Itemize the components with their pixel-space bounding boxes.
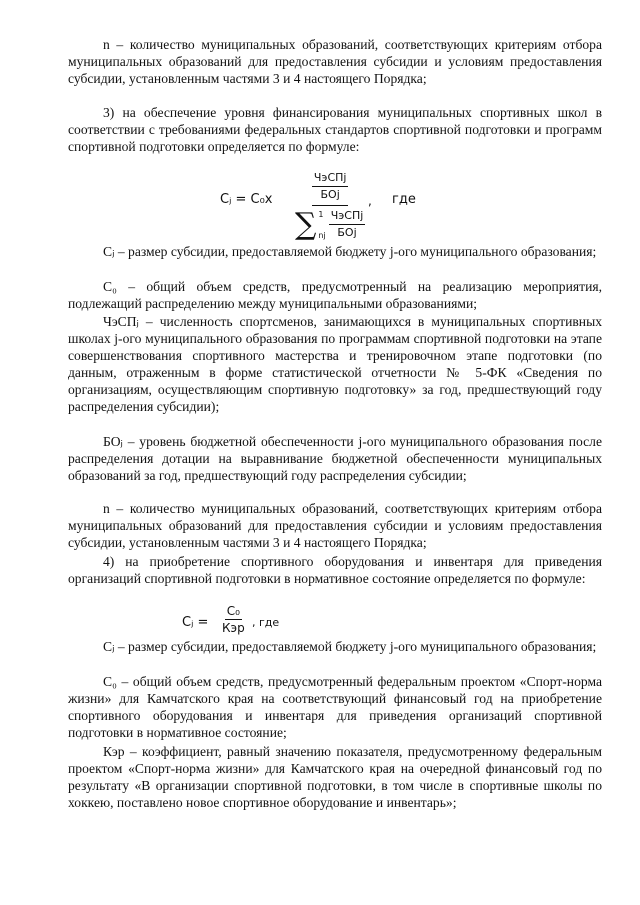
formula1-main-fraction: [295, 170, 365, 241]
paragraph-ker-definition: Кэр – коэффициент, равный значению показателя, предусмотренному федеральным проектом «Спорт-норма жизни» для Камчатского края на очередной финансовый год по результату «В организации спортивной подготовки, в том числе в спортивные школы по хоккею, поставлено новое спортивное оборудование и инвентарь»;: [68, 744, 602, 810]
paragraph-n-definition: n – количество муниципальных образований, соответствующих критериям отбора муниципальных образований для предоставления субсидии и условиям предоставления субсидии, установленным частями 3 и 4 настоящего Порядка;: [68, 37, 602, 86]
formula-subsidy-equipment: [182, 603, 302, 643]
paragraph-n-definition-2: n – количество муниципальных образований, соответствующих критериям отбора муниципальных образований для предоставления субсидии и условиям предоставления субсидии, установленным частями 3 и 4 настоящего Порядка;: [68, 501, 602, 550]
formula1-denominator: [295, 208, 365, 241]
formula1-sum-limit-bottom: nj: [318, 230, 326, 240]
formula1-denominator-top: ЧэСПj: [329, 208, 366, 225]
formula-subsidy-sports-schools: [220, 170, 460, 240]
paragraph-cj-definition-1: Cⱼ – размер субсидии, предоставляемой бюджету j-ого муниципального образования;: [103, 244, 597, 259]
paragraph-c0-definition-2: C₀ – общий объем средств, предусмотренный федеральным проектом «Спорт-норма жизни» для Камчатского края на соответствующий финансовый год на приобретение спортивного оборудования и инвентаря для приведения организаций спортивной подготовки в нормативное состояние;: [68, 674, 602, 740]
formula1-denominator-bottom: БОj: [337, 226, 357, 239]
formula1-where: где: [392, 192, 416, 207]
formula2-lhs: Cⱼ =: [182, 615, 209, 630]
formula1-comma: ,: [368, 194, 372, 208]
formula1-lhs: Cⱼ = C₀x: [220, 192, 273, 207]
paragraph-chesp-definition: ЧэСПⱼ – численность спортсменов, занимающихся в муниципальных спортивных школах j-ого муниципального образования по программам спортивной подготовки на этапе совершенствования спортивного мастерства и тренировочном этапе подготовки (по данным, отраженным в форме статистической отчетности № 5-ФК «Сведения по организациям, осуществляющим спортивную подготовку» за год, предшествующий году распределения субсидии);: [68, 314, 602, 414]
formula1-numerator: [312, 170, 349, 206]
formula1-sum-limits: [318, 210, 325, 240]
paragraph-boj-definition: БОⱼ – уровень бюджетной обеспеченности j-ого муниципального образования после распределения дотации на выравнивание бюджетной обеспеченности муниципальных образований за год, предшествующий году распределения субсидии;: [68, 434, 602, 483]
formula1-sum: [295, 206, 317, 242]
formula1-sum-limit-top: 1: [318, 209, 324, 219]
paragraph-cj-definition-2: Cⱼ – размер субсидии, предоставляемой бюджету j-ого муниципального образования;: [103, 639, 597, 654]
paragraph-c0-definition-1: C₀ – общий объем средств, предусмотренный на реализацию мероприятия, подлежащий распределению между муниципальными образованиями;: [68, 279, 602, 311]
formula2-fraction: [220, 603, 247, 636]
formula1-numerator-top: ЧэСПj: [312, 170, 349, 187]
formula2-where: , где: [252, 616, 280, 629]
formula1-numerator-bottom: БОj: [320, 188, 340, 201]
formula1-inner-fraction: [329, 208, 366, 241]
paragraph-item-3: 3) на обеспечение уровня финансирования муниципальных спортивных школ в соответствии с требованиями федеральных стандартов спортивной подготовки и программ спортивной подготовки определяется по формуле:: [68, 105, 602, 154]
sum-symbol: ∑: [295, 206, 317, 242]
paragraph-item-4: 4) на приобретение спортивного оборудования и инвентаря для приведения организаций спортивной подготовки в нормативное состояние определяется по формуле:: [68, 554, 602, 586]
formula2-numerator: C₀: [226, 604, 240, 618]
formula2-denominator: Кэр: [222, 621, 245, 635]
